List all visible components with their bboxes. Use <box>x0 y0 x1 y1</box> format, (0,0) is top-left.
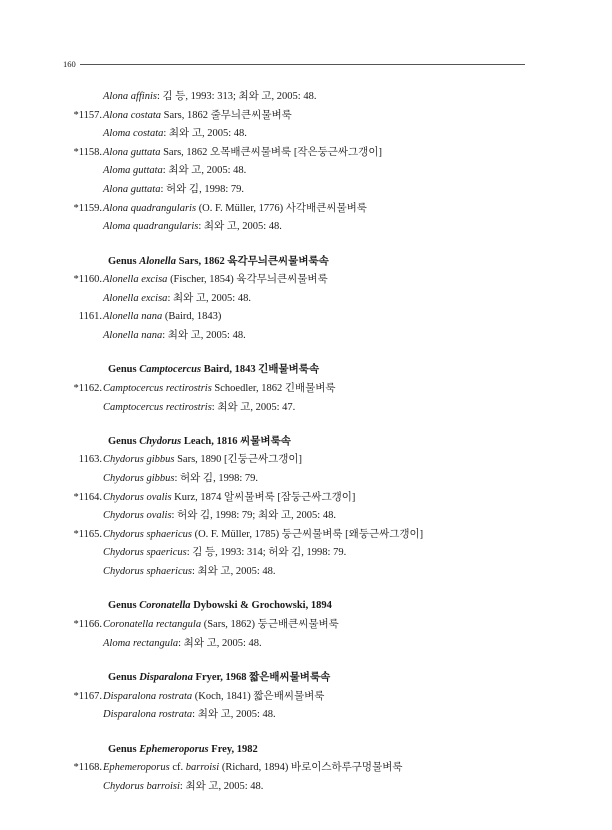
scientific-name: Disparalona rostrata <box>103 709 193 721</box>
synonym-line <box>0 399 612 418</box>
scientific-name: Chydorus ovalis <box>103 491 172 503</box>
scientific-name: Alonella nana <box>103 311 163 323</box>
scientific-name: Alonella nana <box>103 329 163 341</box>
genus-heading <box>108 253 329 272</box>
genus-name: Alonella <box>139 255 176 267</box>
citation-text: (Fischer, 1854) 육각무늬큰씨물벼룩 <box>167 274 328 286</box>
header-rule <box>80 64 525 65</box>
entry-number: *1159. <box>73 202 102 214</box>
citation-text: (Koch, 1841) 짧은배씨물벼룩 <box>192 690 325 702</box>
species-entry <box>0 308 612 327</box>
citation-text: (Sars, 1862) 둥근배큰씨물벼룩 <box>201 619 339 631</box>
species-text <box>103 200 367 219</box>
citation-text: Sars, 1890 [긴둥근싸그갱이] <box>174 454 303 466</box>
species-text <box>103 489 355 508</box>
synonym-line <box>0 706 612 725</box>
citation-text: : 최와 고, 2005: 48. <box>162 329 246 341</box>
citation-text: Schoedler, 1862 긴배물벼룩 <box>211 382 336 394</box>
species-text <box>103 271 328 290</box>
genus-heading-row <box>0 741 612 760</box>
species-entry <box>0 526 612 545</box>
species-entry <box>0 616 612 635</box>
scientific-name: Chydorus gibbus <box>103 473 175 485</box>
synonym-text <box>103 162 246 181</box>
citation-text: : 최와 고, 2005: 47. <box>211 401 296 413</box>
genus-prefix: Genus <box>108 600 140 612</box>
scientific-name: Alonella excisa <box>103 274 168 286</box>
section-spacer <box>0 582 612 598</box>
entry-number: *1167. <box>73 690 102 702</box>
section-spacer <box>0 346 612 362</box>
citation-text: : 최와 고, 2005: 48. <box>162 165 247 177</box>
entry-number: *1165. <box>73 528 102 540</box>
genus-heading <box>108 597 332 616</box>
citation-text: : 최와 고, 2005: 48. <box>191 566 276 578</box>
species-text <box>103 308 221 327</box>
scientific-name: Camptocercus rectirostris <box>103 401 212 413</box>
species-entry <box>0 451 612 470</box>
entry-number: *1158. <box>73 146 102 158</box>
genus-authority: Leach, 1816 씨물벼룩속 <box>181 435 291 447</box>
species-text <box>103 759 403 778</box>
entry-number: *1160. <box>73 274 102 286</box>
section-spacer <box>0 417 612 433</box>
entry-number: *1157. <box>73 109 102 121</box>
citation-text: : 최와 고, 2005: 48. <box>178 637 262 649</box>
synonym-line <box>0 778 612 797</box>
synonym-text <box>103 181 244 200</box>
genus-authority: Baird, 1843 긴배물벼룩속 <box>201 364 320 376</box>
synonym-line <box>0 218 612 237</box>
genus-authority: Fryer, 1968 짧은배씨물벼룩속 <box>192 672 331 684</box>
genus-name: Disparalona <box>139 672 193 684</box>
scientific-name: Alonella excisa <box>103 292 168 304</box>
scientific-name: Aloma guttata <box>103 165 163 177</box>
synonym-line <box>0 125 612 144</box>
section-spacer <box>0 653 612 669</box>
synonym-line <box>0 544 612 563</box>
section-spacer <box>0 725 612 741</box>
scientific-name: Chydorus barroisi <box>103 780 180 792</box>
species-entry <box>0 200 612 219</box>
species-text <box>103 144 382 163</box>
genus-prefix: Genus <box>108 743 140 755</box>
scientific-name: Disparalona rostrata <box>103 690 193 702</box>
synonym-line <box>0 635 612 654</box>
genus-prefix: Genus <box>108 672 140 684</box>
scientific-epithet: barroisi <box>185 762 220 774</box>
scientific-name: Alona guttata <box>103 146 161 158</box>
entry-number: *1166. <box>73 619 102 631</box>
scientific-name: Alona affinis <box>103 91 157 102</box>
genus-heading <box>108 433 291 452</box>
scientific-name: Chydorus ovalis <box>103 510 172 522</box>
genus-heading <box>108 669 330 688</box>
synonym-line <box>0 507 612 526</box>
citation-text: : 김 등, 1993: 314; 허와 김, 1998: 79. <box>186 547 347 559</box>
synonym-text <box>103 778 263 797</box>
synonym-text <box>103 544 346 563</box>
citation-text: (Richard, 1894) 바로이스하루구멍물벼룩 <box>219 762 403 774</box>
species-entry <box>0 107 612 126</box>
synonym-text <box>103 290 251 309</box>
genus-heading-row <box>0 361 612 380</box>
synonym-text <box>103 635 262 654</box>
genus-name: Coronatella <box>139 600 191 612</box>
citation-text: : 최와 고, 2005: 48. <box>198 221 282 233</box>
synonym-line <box>0 88 612 107</box>
genus-name: Ephemeroporus <box>139 743 209 755</box>
scientific-name: Chydorus spaericus <box>103 547 187 559</box>
genus-heading <box>108 741 258 760</box>
citation-text: (O. F. Müller, 1785) 둥근씨물벼룩 [왜둥근싸그갱이] <box>191 528 424 540</box>
scientific-name: Chydorus sphaericus <box>103 566 192 578</box>
entry-number: 1163. <box>78 454 102 466</box>
species-entry <box>0 144 612 163</box>
citation-text: Kurz, 1874 알씨물벼룩 [잠둥근싸그갱이] <box>171 491 356 503</box>
genus-authority: Dybowski & Grochowski, 1894 <box>190 600 332 612</box>
citation-text: : 최와 고, 2005: 48. <box>179 780 264 792</box>
citation-text: : 허와 김, 1998: 79; 최와 고, 2005: 48. <box>171 510 336 522</box>
genus-heading-row <box>0 669 612 688</box>
species-text <box>103 451 302 470</box>
citation-text: : 허와 김, 1998: 79. <box>160 183 244 195</box>
genus-prefix: Genus <box>108 255 140 267</box>
scientific-name: Coronatella rectangula <box>103 619 202 631</box>
scientific-name: Ephemeroporus <box>103 762 170 774</box>
synonym-line <box>0 470 612 489</box>
citation-text: : 최와 고, 2005: 48. <box>192 709 276 721</box>
citation-text: Sars, 1862 줄무늬큰씨물벼룩 <box>161 109 292 121</box>
page-number: 160 <box>63 59 76 69</box>
genus-prefix: Genus <box>108 435 140 447</box>
species-entry <box>0 271 612 290</box>
species-text <box>103 526 423 545</box>
species-entry <box>0 759 612 778</box>
synonym-line <box>0 563 612 582</box>
species-entry <box>0 688 612 707</box>
synonym-text <box>103 218 282 237</box>
species-text <box>103 688 324 707</box>
citation-text: Sars, 1862 오목배큰씨물벼룩 [작은둥근싸그갱이] <box>160 146 382 158</box>
synonym-text <box>103 563 275 582</box>
citation-text: : 최와 고, 2005: 48. <box>167 292 251 304</box>
genus-heading-row <box>0 597 612 616</box>
citation-text: : 김 등, 1993: 313; 최와 고, 2005: 48. <box>156 91 317 102</box>
scientific-name: Alona costata <box>103 109 162 121</box>
synonym-line <box>0 162 612 181</box>
scientific-name: Chydorus gibbus <box>103 454 175 466</box>
synonym-text <box>103 507 336 526</box>
species-text <box>103 107 292 126</box>
synonym-text <box>103 399 295 418</box>
genus-authority: Frey, 1982 <box>208 743 258 755</box>
synonym-text <box>103 327 246 346</box>
species-entry <box>0 380 612 399</box>
synonym-line <box>0 181 612 200</box>
entry-number: *1168. <box>73 762 102 774</box>
scientific-name: Aloma quadrangularis <box>103 221 199 233</box>
species-text <box>103 616 339 635</box>
genus-heading <box>108 361 319 380</box>
citation-text: (Baird, 1843) <box>162 311 222 323</box>
synonym-line <box>0 290 612 309</box>
scientific-name: Aloma rectangula <box>103 637 179 649</box>
scientific-name: Alona guttata <box>103 183 161 195</box>
genus-heading-row <box>0 433 612 452</box>
citation-text: : 최와 고, 2005: 48. <box>163 128 247 140</box>
scientific-name: Alona quadrangularis <box>103 202 197 214</box>
synonym-text <box>103 88 316 107</box>
entry-number: 1161. <box>78 311 102 323</box>
scientific-name: Chydorus sphaericus <box>103 528 192 540</box>
name-qualifier: cf. <box>169 762 186 774</box>
page-content <box>0 88 612 796</box>
synonym-text <box>103 125 247 144</box>
synonym-text <box>103 470 258 489</box>
species-text <box>103 380 336 399</box>
entry-number: *1162. <box>73 382 102 394</box>
genus-name: Chydorus <box>139 435 182 447</box>
synonym-line <box>0 327 612 346</box>
citation-text: (O. F. Müller, 1776) 사각배큰씨물벼룩 <box>196 202 367 214</box>
section-spacer <box>0 237 612 253</box>
scientific-name: Camptocercus rectirostris <box>103 382 212 394</box>
scientific-name: Aloma costata <box>103 128 164 140</box>
genus-authority: Sars, 1862 육각무늬큰씨물벼룩속 <box>175 255 329 267</box>
synonym-text <box>103 706 276 725</box>
genus-prefix: Genus <box>108 364 140 376</box>
entry-number: *1164. <box>73 491 102 503</box>
species-entry <box>0 489 612 508</box>
citation-text: : 허와 김, 1998: 79. <box>174 473 258 485</box>
page-header <box>63 58 525 72</box>
genus-heading-row <box>0 253 612 272</box>
genus-name: Camptocercus <box>139 364 202 376</box>
